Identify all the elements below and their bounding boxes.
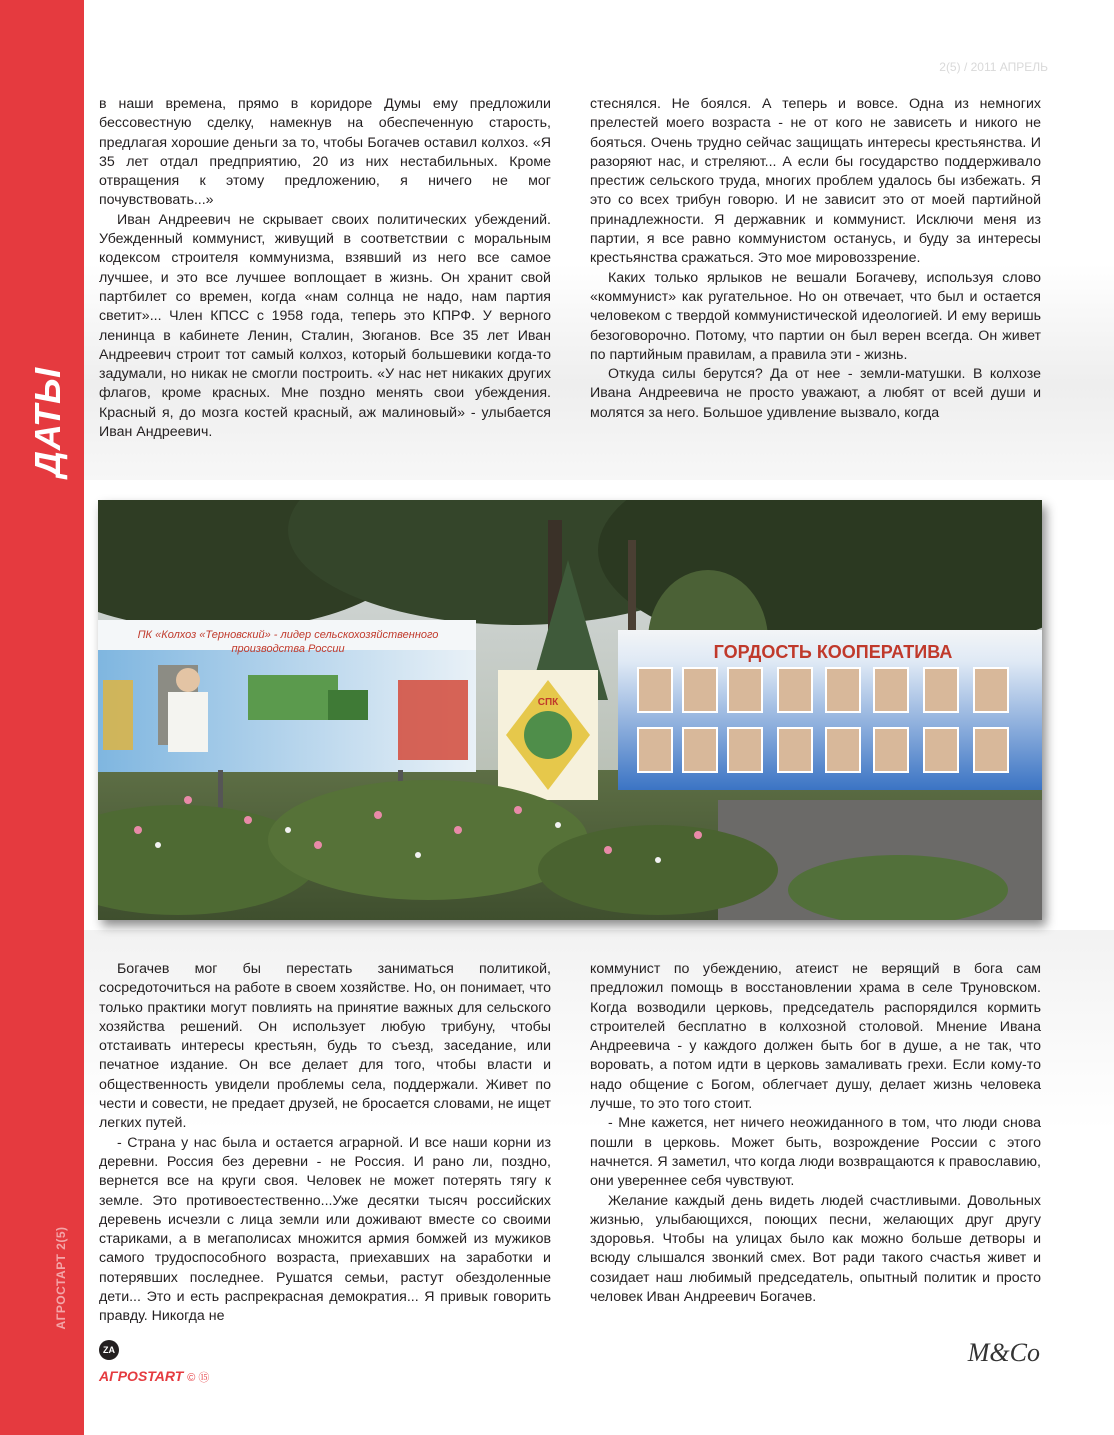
svg-text:ПК «Колхоз «Терновский» - лиде: ПК «Колхоз «Терновский» - лидер сельскохозяйственного [137, 629, 439, 641]
logo-part-start: START [137, 1368, 184, 1384]
column-top-right [590, 95, 1041, 423]
column-bottom-left [99, 960, 551, 1327]
page-badge: ZA [99, 1340, 119, 1360]
paragraph: - Страна у нас была и остается аграрной. И все наши корни из деревни. Россия без деревни - не Россия. И рано ли, поздно, вернется все на круги своя. Человек не может потерять тягу к земле. Это противоестественно...Уже десятки тысяч российских деревень исчезли с лица земли или доживают вместе со своими стариками, а в мегаполисах множится армия бомжей из мужиков самого трудоспособного возраста, приехавших на заработки и потерявших последнее. Рушатся семьи, растут обездоленные дети... Это и есть распрекрасная демократия... Я привык говорить правду. Никогда не [99, 1134, 551, 1325]
author-signature: M&Co [967, 1338, 1040, 1367]
side-magazine-name [46, 1218, 76, 1338]
photo-illustration [98, 500, 1042, 920]
column-bottom-right [590, 960, 1041, 1307]
side-magazine-text: АГРОСТАРТ 2(5) [54, 1226, 68, 1330]
svg-text:СПК: СПК [537, 697, 559, 708]
logo-issue: © ⑮ [187, 1372, 210, 1384]
paragraph: Богачев мог бы перестать заниматься политикой, сосредоточиться на работе в своем хозяйстве. Но, он понимает, что только практики могут повлиять на принятие важных для сельского хозяйства решений. Он использует любую трибуну, чтобы отстаивать интересы крестьян, будь то съезд, заседание, или печатное издание. Он все делает для того, чтобы власти и общественность увидели проблемы села, поддержали. Живет по чести и совести, не предает друзей, не бросается словами, не ищет легких путей. [99, 961, 551, 1132]
paragraph: Иван Андреевич не скрывает своих политических убеждений. Убежденный коммунист, живущий в соответствии с моральным кодексом строителя коммунизма, взявший из него все самое лучшее, и это все лучшее воплощает в жизнь. Он хранит свой партбилет со времен, когда «нам солнца не надо, нам партия светит»... Член КПСС с 1958 года, теперь это КПРФ. У верного ленинца в кабинете Ленин, Сталин, Зюганов. Все 35 лет Иван Андреевич строит тот самый колхоз, который большевики когда-то задумали, но никак не смогли построить. «У нас нет никаких других флагов, кроме красных. Мне поздно менять свои убеждения. Красный я, до мозга костей красный, аж малиновый» - улыбается Иван Андреевич. [99, 211, 551, 441]
kolkhoz-banners-photo [98, 500, 1042, 920]
paragraph: Каких только ярлыков не вешали Богачеву, используя слово «коммунист» как ругательное. Но он отвечает, что был и остается человеком с твердой коммунистической идеологией. И ему веришь безоговорочно. Потому, что партии он был верен всегда. Он живет по партийным правилам, а правила эти - жизнь. [590, 269, 1041, 363]
paragraph: стеснялся. Не боялся. А теперь и вовсе. Одна из немногих прелестей моего возраста - не от кого не зависеть и никого не бояться. Очень трудно сейчас защищать интересы крестьянства. И разоряют нас, и стреляют... А если бы государство поддерживало престиж сельского труда, многих проблем удалось бы избежать. Я это со всех трибун говорю. И не зависит это от моей партийной принадлежности. Я державник и коммунист. Исключи меня из партии, я все равно коммунистом останусь, и буду за интересы крестьянства сражаться. Это мое мировоззрение. [590, 96, 1041, 267]
paragraph: Откуда силы берутся? Да от нее - земли-матушки. В колхозе Ивана Андреевича не просто уважают, а любят от всей души и молятся за него. Большое удивление вызвало, когда [590, 366, 1041, 421]
svg-text:производства России: производства России [231, 643, 345, 655]
issue-ghost-text: 2(5) / 2011 АПРЕЛЬ [939, 60, 1048, 74]
paragraph: в наши времена, прямо в коридоре Думы ему предложили бессовестную сделку, намекнув на обеспеченную старость, предлагая хорошие деньги за то, чтобы Богачев оставил колхоз. «Я 35 лет отдал предприятию, 20 из них нестабильных. Кроме отвращения к этому предложению, я ничего не мог почувствовать...» [99, 96, 551, 209]
section-label [18, 366, 78, 478]
magazine-logo [99, 1368, 209, 1385]
logo-part-agro: АГРО [99, 1368, 138, 1384]
svg-text:ГОРДОСТЬ КООПЕРАТИВА: ГОРДОСТЬ КООПЕРАТИВА [713, 642, 953, 662]
column-top-left [99, 95, 551, 442]
paragraph: коммунист по убеждению, атеист не верящий в бога сам предложил помощь в восстановлении храма в селе Труновском. Когда возводили церковь, председатель распорядился кормить строителей бесплатно в колхозной столовой. Мнение Ивана Андреевича - у каждого должен быть бог в душе, а не так, что воровать, а потом идти в церковь замаливать грехи. Если кому-то надо общение с Богом, облегчает душу, делает жизнь человека лучше, то это того стоит. [590, 961, 1041, 1113]
paragraph: Желание каждый день видеть людей счастливыми. Довольных жизнью, улыбающихся, поющих песни, желающих друг другу здоровья. Чтобы на улицах было как можно больше детворы и всюду слышался звонкий смех. Вот ради такого счастья живет и созидает наш любимый председатель, опытный политик и просто человек Иван Андреевич Богачев. [590, 1192, 1041, 1306]
paragraph: - Мне кажется, нет ничего неожиданного в том, что люди снова пошли в церковь. Может быть, возрождение России с этого начнется. Я заметил, что когда люди возвращаются к православию, они увереннее себя чувствуют. [590, 1115, 1041, 1190]
section-label-text: ДАТЫ [27, 366, 68, 478]
